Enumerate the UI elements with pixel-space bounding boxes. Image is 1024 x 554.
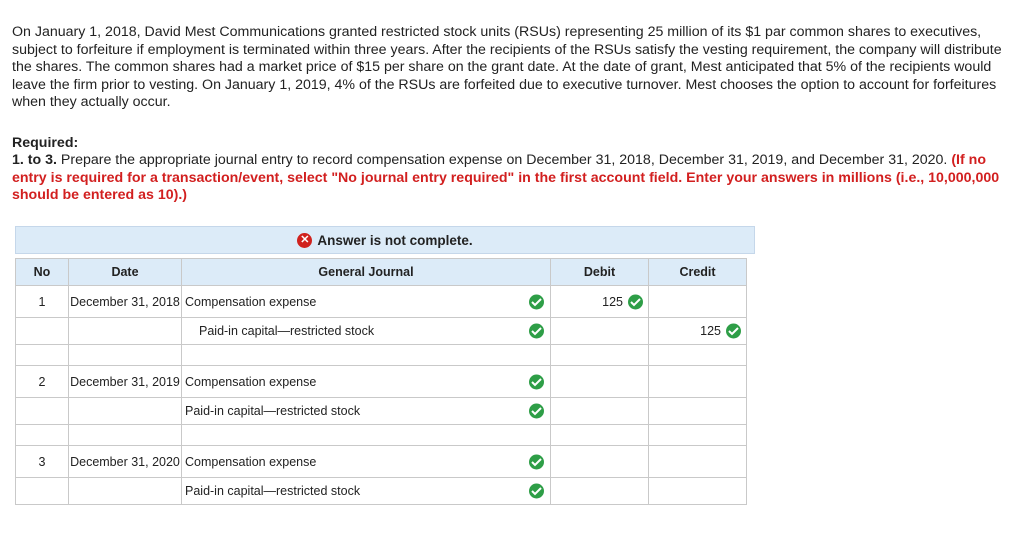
credit-field[interactable] [649, 398, 747, 425]
col-header-account: General Journal [182, 259, 551, 286]
debit-field[interactable] [551, 425, 649, 446]
account-field[interactable] [182, 425, 551, 446]
answer-status-banner [15, 226, 755, 254]
table-row [16, 478, 747, 505]
debit-value: 125 [602, 294, 623, 309]
table-row [16, 366, 747, 398]
check-circle-icon [529, 484, 544, 499]
account-field[interactable] [182, 446, 551, 478]
table-header-row [16, 259, 747, 286]
check-circle-icon [529, 294, 544, 309]
entry-date: December 31, 2019 [69, 366, 182, 398]
entry-date: December 31, 2018 [69, 286, 182, 318]
check-circle-icon [726, 324, 741, 339]
col-header-date: Date [69, 259, 182, 286]
required-body: Prepare the appropriate journal entry to record compensation expense on December 31, 2018, December 31, 2019, and December 31, 2020. [56, 152, 952, 168]
entry-number: 3 [16, 446, 69, 478]
journal-table [15, 258, 747, 505]
check-circle-icon [529, 374, 544, 389]
account-value: Compensation expense [185, 374, 317, 389]
debit-field[interactable] [551, 366, 649, 398]
table-row [16, 398, 747, 425]
account-value: Paid-in capital—restricted stock [185, 404, 361, 418]
table-row [16, 318, 747, 345]
account-field[interactable] [182, 366, 551, 398]
required-text [12, 152, 1012, 205]
x-circle-icon: ✕ [297, 233, 312, 248]
credit-field[interactable] [649, 286, 747, 318]
account-value: Compensation expense [185, 454, 317, 469]
account-value: Compensation expense [185, 294, 317, 309]
answer-status-text: Answer is not complete. [317, 232, 473, 248]
credit-field[interactable] [649, 478, 747, 505]
credit-field[interactable] [649, 446, 747, 478]
check-circle-icon [628, 294, 643, 309]
col-header-credit: Credit [649, 259, 747, 286]
table-row [16, 425, 747, 446]
check-circle-icon [529, 404, 544, 419]
col-header-no: No [16, 259, 69, 286]
table-row [16, 345, 747, 366]
credit-field[interactable] [649, 366, 747, 398]
credit-field[interactable] [649, 318, 747, 345]
debit-field[interactable] [551, 478, 649, 505]
entry-number: 2 [16, 366, 69, 398]
check-circle-icon [529, 324, 544, 339]
account-field[interactable] [182, 478, 551, 505]
account-value: Paid-in capital—restricted stock [185, 484, 361, 498]
account-field[interactable] [182, 398, 551, 425]
table-row [16, 446, 747, 478]
entry-date: December 31, 2020 [69, 446, 182, 478]
account-value: Paid-in capital—restricted stock [199, 324, 375, 338]
required-instruction: (If no entry is required for a transaction/event, select "No journal entry required" in the first account field. Enter your answers in millions (i.e., 10,000,000 should be entered as 10).) [12, 152, 1000, 204]
credit-value: 125 [700, 324, 721, 338]
debit-field[interactable] [551, 286, 649, 318]
debit-field[interactable] [551, 318, 649, 345]
problem-statement: On January 1, 2018, David Mest Communications granted restricted stock units (RSUs) representing 25 million of its $1 par common shares to executives, subject to forfeiture if employment is terminated within three years. After the recipients of the RSUs satisfy the vesting requirement, the company will distribute the shares. The common shares had a market price of $15 per share on the grant date. At the date of grant, Mest anticipated that 5% of the recipients would leave the firm prior to vesting. On January 1, 2019, 4% of the RSUs are forfeited due to executive turnover. Mest chooses the option to account for forfeitures when they actually occur. [12, 24, 1002, 111]
credit-field[interactable] [649, 345, 747, 366]
account-field[interactable] [182, 318, 551, 345]
col-header-debit: Debit [551, 259, 649, 286]
debit-field[interactable] [551, 345, 649, 366]
check-circle-icon [529, 454, 544, 469]
entry-number: 1 [16, 286, 69, 318]
credit-field[interactable] [649, 425, 747, 446]
account-field[interactable] [182, 286, 551, 318]
account-field[interactable] [182, 345, 551, 366]
table-row [16, 286, 747, 318]
debit-field[interactable] [551, 398, 649, 425]
required-heading: Required: [12, 135, 79, 151]
debit-field[interactable] [551, 446, 649, 478]
required-prefix: 1. to 3. [12, 152, 57, 168]
